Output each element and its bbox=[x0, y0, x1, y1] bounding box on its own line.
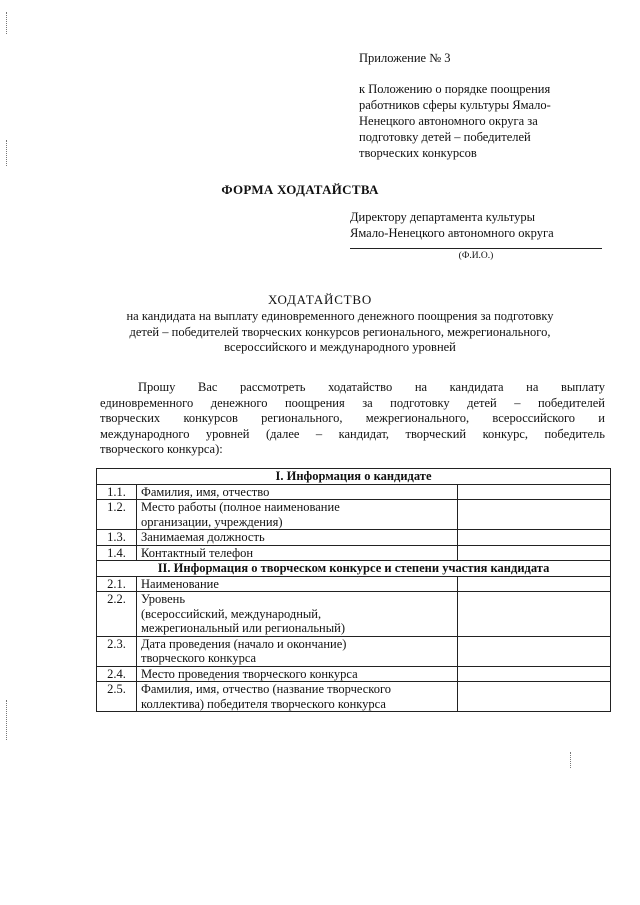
row-label bbox=[137, 545, 458, 561]
row-value-cell[interactable] bbox=[458, 576, 611, 592]
row-label-line: Наименование bbox=[141, 576, 219, 591]
row-label-line: межрегиональный или региональный) bbox=[141, 621, 345, 635]
row-label-line: (всероссийский, международный, bbox=[141, 606, 322, 621]
scan-margin-mark bbox=[6, 140, 9, 166]
appendix-basis bbox=[359, 81, 609, 161]
appendix-basis-line: Ненецкого автономного округа за bbox=[359, 114, 538, 128]
fio-signature-line bbox=[350, 248, 602, 249]
subtitle-line: всероссийского и международного уровней bbox=[224, 340, 456, 354]
table-row bbox=[97, 682, 611, 712]
appendix-number: Приложение № 3 bbox=[359, 51, 451, 65]
addressee-line: Ямало-Ненецкого автономного округа bbox=[350, 226, 554, 240]
scan-margin-mark bbox=[6, 700, 9, 740]
appendix-basis-line: творческих конкурсов bbox=[359, 146, 477, 160]
row-value-cell[interactable] bbox=[458, 545, 611, 561]
row-value-cell[interactable] bbox=[458, 666, 611, 682]
row-label-line: Уровень bbox=[141, 592, 186, 606]
table-row bbox=[97, 636, 611, 666]
row-label-line: творческого конкурса bbox=[141, 651, 257, 665]
scan-margin-mark bbox=[570, 752, 573, 768]
row-label bbox=[137, 666, 458, 682]
row-label bbox=[137, 500, 458, 530]
subtitle-line: на кандидата на выплату единовременного денежного поощрения за подготовку bbox=[126, 309, 554, 323]
table-row bbox=[97, 484, 611, 500]
row-number: 1.4. bbox=[97, 545, 137, 561]
row-label-line: Занимаемая должность bbox=[141, 530, 265, 544]
appendix-basis-line: к Положению о порядке поощрения bbox=[359, 82, 551, 96]
request-line: Прошу Вас рассмотреть ходатайство на кандидата на выплату bbox=[138, 380, 605, 394]
form-title: ФОРМА ХОДАТАЙСТВА bbox=[221, 182, 379, 197]
row-number: 2.3. bbox=[97, 636, 137, 666]
row-number: 1.3. bbox=[97, 530, 137, 546]
row-value-cell[interactable] bbox=[458, 682, 611, 712]
row-number: 1.2. bbox=[97, 500, 137, 530]
row-value-cell[interactable] bbox=[458, 484, 611, 500]
document-subtitle bbox=[60, 309, 620, 356]
row-number: 2.5. bbox=[97, 682, 137, 712]
row-value-cell[interactable] bbox=[458, 500, 611, 530]
row-number: 2.4. bbox=[97, 666, 137, 682]
petition-info-table bbox=[96, 468, 611, 712]
request-line: единовременного денежного поощрения за подготовку детей – победителей bbox=[100, 395, 605, 410]
row-label-line: Место работы (полное наименование bbox=[141, 500, 340, 514]
table-row bbox=[97, 576, 611, 592]
row-label bbox=[137, 484, 458, 500]
row-label-line: коллектива) победителя творческого конкурса bbox=[141, 696, 386, 711]
row-number: 2.2. bbox=[97, 592, 137, 637]
section-title-contest: II. Информация о творческом конкурсе и степени участия кандидата bbox=[97, 561, 611, 577]
row-label bbox=[137, 530, 458, 546]
subtitle-line: детей – победителей творческих конкурсов регионального, межрегионального, bbox=[129, 324, 551, 339]
section-title-candidate: I. Информация о кандидате bbox=[97, 469, 611, 485]
row-number: 2.1. bbox=[97, 576, 137, 592]
row-label-line: Фамилия, имя, отчество bbox=[141, 484, 270, 499]
row-label-line: Контактный телефон bbox=[141, 545, 254, 560]
row-value-cell[interactable] bbox=[458, 636, 611, 666]
row-label-line: Дата проведения (начало и окончание) bbox=[141, 636, 347, 651]
request-line: творческих конкурсов регионального, межрегионального, всероссийского и bbox=[100, 411, 605, 425]
scan-margin-mark bbox=[6, 12, 9, 34]
table-row bbox=[97, 500, 611, 530]
addressee-block bbox=[350, 209, 610, 241]
appendix-basis-line: подготовку детей – победителей bbox=[359, 130, 531, 144]
row-label bbox=[137, 592, 458, 637]
row-label bbox=[137, 636, 458, 666]
appendix-basis-line: работников сферы культуры Ямало- bbox=[359, 98, 551, 112]
row-label-line: Фамилия, имя, отчество (название творческого bbox=[141, 682, 392, 696]
request-line: творческого конкурса): bbox=[100, 442, 223, 456]
table-row bbox=[97, 545, 611, 561]
row-label bbox=[137, 576, 458, 592]
addressee-line: Директору департамента культуры bbox=[350, 210, 536, 224]
appendix-note bbox=[359, 50, 609, 161]
row-label-line: Место проведения творческого конкурса bbox=[141, 666, 358, 681]
table-row bbox=[97, 666, 611, 682]
request-paragraph bbox=[100, 380, 605, 458]
table-row bbox=[97, 530, 611, 546]
row-number: 1.1. bbox=[97, 484, 137, 500]
row-label bbox=[137, 682, 458, 712]
request-line: международного уровней (далее – кандидат, творческий конкурс, победитель bbox=[100, 426, 605, 441]
row-label-line: организации, учреждения) bbox=[141, 514, 283, 529]
fio-caption: (Ф.И.О.) bbox=[458, 251, 494, 261]
section-header-row bbox=[97, 561, 611, 577]
table-row bbox=[97, 592, 611, 637]
row-value-cell[interactable] bbox=[458, 530, 611, 546]
section-header-row bbox=[97, 469, 611, 485]
row-value-cell[interactable] bbox=[458, 592, 611, 637]
document-title: ХОДАТАЙСТВО bbox=[267, 292, 373, 307]
